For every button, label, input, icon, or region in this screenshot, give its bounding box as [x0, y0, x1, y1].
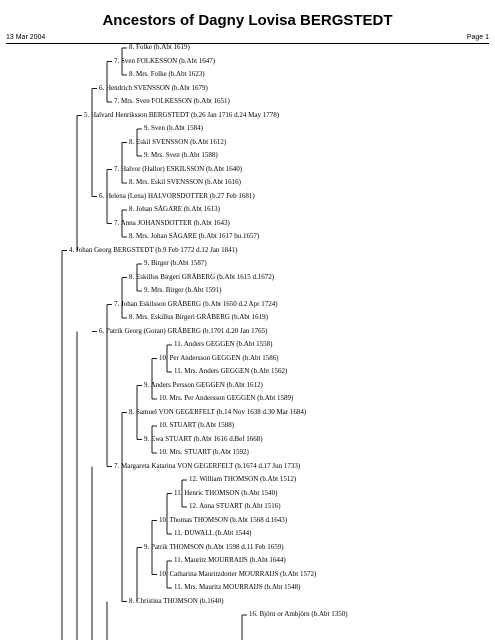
- ancestor-entry: 8. Eskil SVENSSON (b.Abt 1612): [129, 137, 227, 146]
- ancestor-entry: 11. Anders GEGGEN (b.Abt 1558): [174, 340, 273, 348]
- ancestor-entry: 9. Sven (b.Abt 1584): [144, 124, 203, 132]
- ancestor-entry: 7. Johan Eskilsson GRÅBERG (b.Abt 1650 d.2 Apr 1724): [114, 299, 278, 308]
- ancestor-entry: 9. Ewa STUART (b.Abt 1616 d.Bef 1668): [144, 434, 263, 443]
- ancestor-entry: 7. Mrs. Sven FOLKESSON (b.Abt 1651): [114, 97, 230, 105]
- ancestor-entry: 11. Henric THOMSON (b.Abt 1540): [174, 488, 278, 497]
- ancestor-entry: 10. Per Andersson GEGGEN (b.Abt 1586): [159, 353, 279, 362]
- ancestor-entry: 9. Patrik THOMSON (b.Abt 1598 d.11 Feb 1659): [144, 542, 284, 551]
- ancestor-entry: 8. Mrs. Johan SÅGARE (b.Abt 1617 bu.1657): [129, 232, 260, 240]
- ancestor-entry: 9. Birger (b.Abt 1587): [144, 259, 207, 267]
- ancestor-entry: 10. Mrs. STUART (b.Abt 1592): [159, 448, 249, 456]
- ancestor-entry: 8. Samuel VON GEGERFELT (b.14 Nov 1638 d.30 Mar 1684): [129, 407, 307, 416]
- ancestor-entry: 7. Anna JOHANSDOTTER (b.Abt 1643): [114, 218, 230, 227]
- ancestor-entry: 6. Helena (Lena) HALVORSDOTTER (b.27 Feb 1681): [99, 191, 255, 200]
- ancestor-entry: 11. Mrs. Anders GEGGEN (b.Abt 1562): [174, 367, 288, 375]
- ancestor-entry: 8. Johan SÅGARE (b.Abt 1613): [129, 205, 220, 213]
- ancestor-entry: 5. Halvard Henriksson BERGSTEDT (b.26 Jan 1716 d.24 May 1778): [84, 110, 280, 119]
- ancestor-entry: 6. Patrik Georg (Goran) GRÅBERG (b.1701 d.20 Jan 1765): [99, 326, 268, 335]
- ancestor-entry: 10. Thomas THOMSON (b.Abt 1568 d.1643): [159, 515, 288, 524]
- ancestor-entry: 11. Mrs. Mauritz MOURRAIJS (b.Abt 1548): [174, 583, 301, 591]
- ancestor-entry: 10. Mrs. Per Andersson GEGGEN (b.Abt 1589): [159, 394, 294, 402]
- ancestor-entry: 8. Folke (b.Abt 1619): [129, 43, 190, 51]
- report-title: Ancestors of Dagny Lovisa BERGSTEDT: [102, 12, 393, 29]
- ancestor-entry: 8. Mrs. Eskillus Birgeri GRÅBERG (b.Abt 1619): [129, 313, 268, 321]
- ancestor-entry: 10. Catharina Mauritzdotter MOURRAIJS (b.Abt 1572): [159, 569, 317, 578]
- ancestor-entry: 16. Björn or Ambjörn (b.Abt 1350): [249, 610, 348, 618]
- ancestor-entry: 7. Margareta Katarina VON GEGERFELT (b.1674 d.17 Jun 1733): [114, 461, 301, 470]
- report-date: 13 Mar 2004: [6, 34, 46, 41]
- ancestor-entry: 12. William THOMSON (b.Abt 1512): [189, 475, 297, 483]
- ancestor-entry: 9. Anders Persson GEGGEN (b.Abt 1612): [144, 380, 263, 389]
- ancestor-entry: 8. Mrs. Eskil SVENSSON (b.Abt 1616): [129, 178, 242, 186]
- ancestor-entry: 8. Eskillus Birgeri GRÅBERG (b.Abt 1615 d.1672): [129, 272, 275, 281]
- ancestor-entry: 9. Mrs. Sven (b.Abt 1588): [144, 151, 218, 159]
- ancestor-entry: 7. Halvor (Hallor) ESKILSSON (b.Abt 1640): [114, 164, 243, 173]
- ancestor-entry: 8. Christina THOMSON (b.1640): [129, 596, 224, 605]
- ancestor-entry: 12. Anna STUART (b.Abt 1516): [189, 502, 281, 510]
- ancestor-entry: 11. Mauritz MOURRAIJS (b.Abt 1644): [174, 556, 286, 564]
- ancestor-entry: 7. Sven FOLKESSON (b.Abt 1647): [114, 56, 216, 65]
- ancestor-entry: 4. Johan Georg BERGSTEDT (b.9 Feb 1772 d.12 Jan 1841): [69, 245, 238, 254]
- ancestor-entry: 10. STUART (b.Abt 1588): [159, 421, 235, 429]
- ancestor-entry: 9. Mrs. Birger (b.Abt 1591): [144, 286, 222, 294]
- ancestor-entry: 8. Mrs. Folke (b.Abt 1623): [129, 70, 205, 78]
- ancestor-entry: 11. DUWALL (b.Abt 1544): [174, 529, 252, 537]
- ancestor-entry: 6. Hendrich SVENSSON (b.Abt 1679): [99, 83, 208, 92]
- page-number: Page 1: [466, 34, 489, 41]
